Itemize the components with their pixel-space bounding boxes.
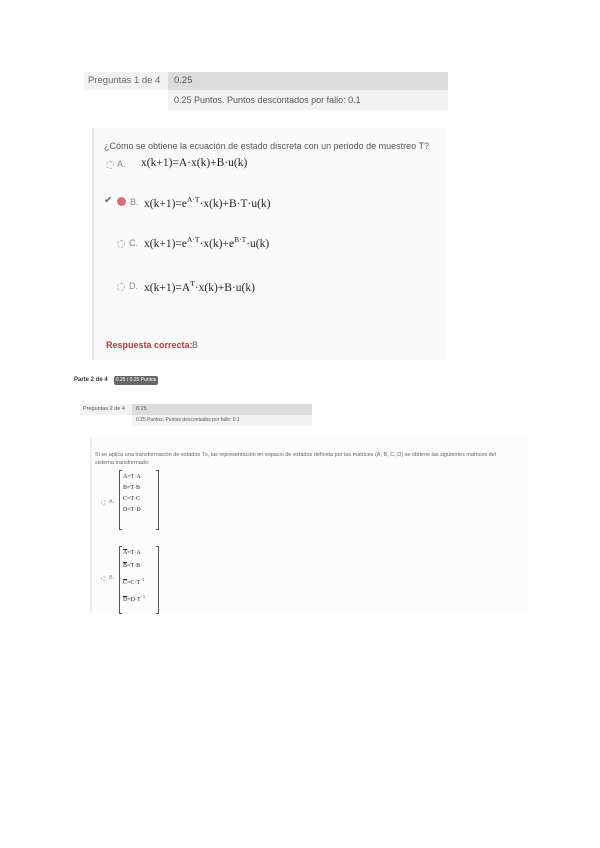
option-c-formula-exponent-1: A·T (187, 235, 200, 244)
check-icon: ✔ (104, 195, 113, 206)
option-b-letter: B. (130, 197, 139, 207)
option-a-letter: A. (117, 159, 126, 169)
option-d-formula (144, 279, 255, 294)
option-a-formula (141, 157, 247, 169)
option-d-formula-pre: x(k+1)=A (144, 282, 191, 294)
option-c-formula (144, 235, 269, 250)
part-title: Parte 2 de 4 (74, 377, 108, 383)
question2-score: 0.25 (132, 404, 312, 415)
matrix-a-left-bracket (119, 470, 122, 530)
matrix-b-row-3 (123, 573, 145, 590)
option-a-formula-text: x(k+1)=A·x(k)+B·u(k) (141, 157, 248, 169)
matrix-a-row-4: D=T·D (123, 507, 141, 513)
question-number-label: Preguntas 1 de 4 (84, 72, 168, 90)
matrix-b-r4-symbol: $\overline{D}$ (123, 597, 128, 603)
matrix-b-r2-symbol: $\overline{B}$ (123, 563, 128, 569)
matrix-b-row-4 (123, 590, 145, 607)
matrix-a-right-bracket (156, 470, 159, 530)
question1-header (84, 72, 448, 110)
matrix-b (123, 547, 145, 607)
matrix-b-row-2 (123, 560, 145, 573)
q2-option-b-letter: B. (109, 575, 115, 581)
q2-option-a-radio[interactable] (101, 500, 106, 505)
option-d-letter: D. (129, 281, 138, 291)
matrix-a-row-2: B=T·B (123, 485, 141, 491)
question2-points-details: 0.25 Puntos. Puntos descontados por fallo: 0.1 (132, 415, 312, 426)
matrix-a (123, 472, 141, 516)
matrix-b-r3-symbol: $\overline{C}$ (123, 580, 128, 586)
matrix-b-r2-tail: =T·B (127, 563, 141, 569)
option-b-formula-post: ·x(k)+B·T·u(k) (199, 198, 271, 210)
matrix-b-left-bracket (119, 546, 122, 614)
question2-number-label: Preguntas 2 de 4 (80, 404, 132, 415)
option-c-formula-mid: ·x(k)+e (199, 238, 235, 250)
option-b-radio[interactable] (117, 197, 126, 206)
matrix-b-r1-symbol: $\overline{A}$ (123, 550, 128, 556)
correct-answer-value: B (192, 340, 199, 350)
q2-option-a-letter: A. (109, 499, 115, 505)
option-c-formula-post: ·u(k) (246, 238, 270, 250)
question-score: 0.25 (168, 72, 448, 90)
matrix-a-row-1: A=T·A (123, 474, 141, 480)
option-c-formula-exponent-2: B·T (234, 235, 247, 244)
option-c-radio[interactable] (117, 240, 125, 248)
option-d-formula-post: ·x(k)+B·u(k) (194, 282, 255, 294)
question1-text: ¿Cómo se obtiene la ecuación de estado discreta con un periodo de muestreo T? (104, 141, 430, 151)
q2-option-b-radio[interactable] (101, 576, 106, 581)
option-d-radio[interactable] (117, 283, 125, 291)
matrix-b-r1-tail: =T·A (127, 550, 141, 556)
option-b-formula-pre: x(k+1)=e (144, 198, 187, 210)
option-b-formula (144, 195, 271, 210)
part-score-badge: 0.25 / 0.25 Puntos (115, 377, 157, 383)
matrix-b-right-bracket (156, 546, 159, 614)
matrix-b-r4-exponent: −1 (140, 594, 145, 599)
matrix-b-r4-mid: =D·T (127, 597, 141, 603)
option-d-formula-exponent: T (190, 279, 195, 288)
option-b-formula-exponent: A·T (187, 195, 200, 204)
matrix-b-row-1 (123, 547, 145, 560)
correct-answer-label: Respuesta correcta: (106, 340, 193, 350)
option-c-letter: C. (129, 238, 138, 248)
question-points-details: 0.25 Puntos. Puntos descontados por fallo: 0.1 (168, 90, 448, 110)
question2-text: Si se aplica una transformación de estados Tx, las representación en espacio de estados definida por las matrices (A, B, C, D) se obtiene las siguientes matrices del sistema transformado: (95, 452, 496, 466)
matrix-b-r3-exponent: −1 (140, 577, 145, 582)
matrix-b-r3-mid: =C·T (127, 580, 141, 586)
matrix-a-row-3: C=T·C (123, 496, 141, 502)
option-a-radio[interactable] (106, 161, 114, 169)
question2-header (80, 404, 312, 426)
option-c-formula-pre: x(k+1)=e (144, 238, 187, 250)
